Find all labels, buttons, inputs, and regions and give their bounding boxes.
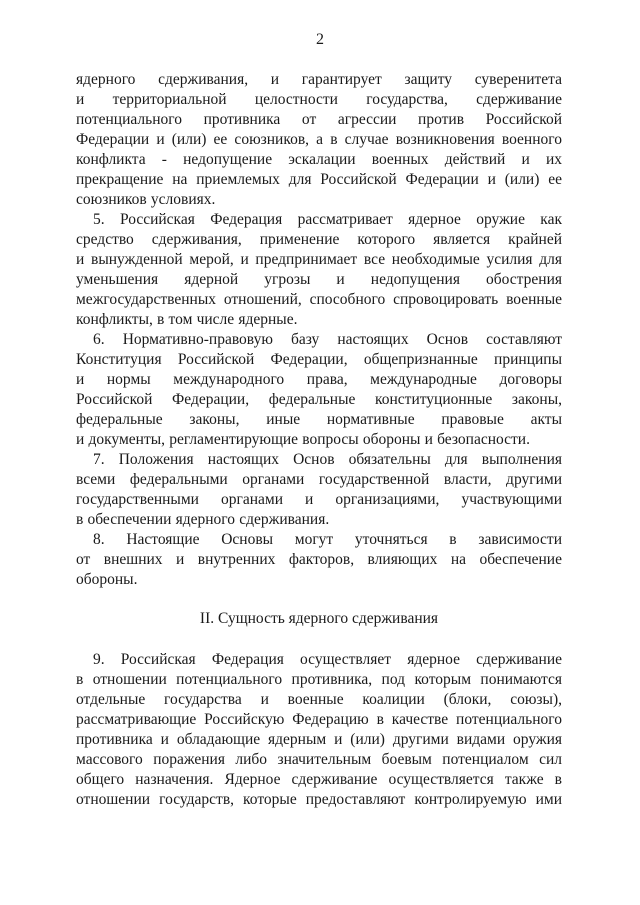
page-number: 2 <box>316 31 324 48</box>
text-line: межгосударственных отношений, способного спровоцировать военные <box>76 291 562 308</box>
text-line: всеми федеральными органами государственной власти, другими <box>76 471 562 488</box>
text-line: и вынужденной мерой, и предпринимает все необходимые усилия для <box>76 251 562 268</box>
text-line: средство сдерживания, применение которого является крайней <box>76 231 562 248</box>
text-line: и нормы международного права, международные договоры <box>76 371 562 388</box>
text-line: 7. Положения настоящих Основ обязательны для выполнения <box>93 451 562 468</box>
section-heading: II. Сущность ядерного сдерживания <box>199 610 439 627</box>
paragraph <box>76 330 562 450</box>
text-line: союзников условиях. <box>76 191 216 208</box>
text-line: федеральные законы, иные нормативные правовые акты <box>76 411 562 428</box>
text-line: отношении государств, которые предоставляют контролируемую ими <box>76 791 562 808</box>
text-line: 6. Нормативно-правовую базу настоящих Основ составляют <box>93 331 562 348</box>
text-line: отдельные государства и военные коалиции (блоки, союзы), <box>76 691 562 708</box>
text-line: Федерации и (или) ее союзников, а в случае возникновения военного <box>76 131 562 148</box>
text-line: ядерного сдерживания, и гарантирует защиту суверенитета <box>76 71 562 88</box>
text-line: уменьшения ядерной угрозы и недопущения обострения <box>76 271 562 288</box>
text-line: 9. Российская Федерация осуществляет ядерное сдерживание <box>93 651 562 668</box>
paragraph <box>76 450 562 530</box>
text-line: в отношении потенциального противника, под которым понимаются <box>76 671 562 688</box>
text-line: Российской Федерации, федеральные конституционные законы, <box>76 391 562 408</box>
paragraph <box>76 650 562 810</box>
paragraph <box>76 70 562 210</box>
text-line: противника и обладающие ядерным и (или) другими видами оружия <box>76 731 562 748</box>
text-line: конфликты, в том числе ядерные. <box>76 311 298 328</box>
text-line: от внешних и внутренних факторов, влияющих на обеспечение <box>76 551 562 568</box>
text-line: потенциального противника от агрессии против Российской <box>76 111 562 128</box>
text-line: общего назначения. Ядерное сдерживание осуществляется также в <box>76 771 562 788</box>
text-line: государственными органами и организациями, участвующими <box>76 491 562 508</box>
paragraph <box>76 530 562 590</box>
text-line: конфликта - недопущение эскалации военных действий и их <box>76 151 562 168</box>
text-line: Конституция Российской Федерации, общепризнанные принципы <box>76 351 562 368</box>
text-line: обороны. <box>76 571 138 588</box>
text-line: в обеспечении ядерного сдерживания. <box>76 511 330 528</box>
text-line: и территориальной целостности государства, сдерживание <box>76 91 562 108</box>
document-body <box>76 70 562 810</box>
text-line: 5. Российская Федерация рассматривает ядерное оружие как <box>93 211 562 228</box>
text-line: 8. Настоящие Основы могут уточняться в зависимости <box>93 531 562 548</box>
text-line: прекращение на приемлемых для Российской Федерации и (или) ее <box>76 171 562 188</box>
text-line: рассматривающие Российскую Федерацию в качестве потенциального <box>76 711 562 728</box>
text-line: массового поражения либо значительным боевым потенциалом сил <box>76 751 562 768</box>
text-line: и документы, регламентирующие вопросы обороны и безопасности. <box>76 431 530 448</box>
paragraph <box>76 210 562 330</box>
